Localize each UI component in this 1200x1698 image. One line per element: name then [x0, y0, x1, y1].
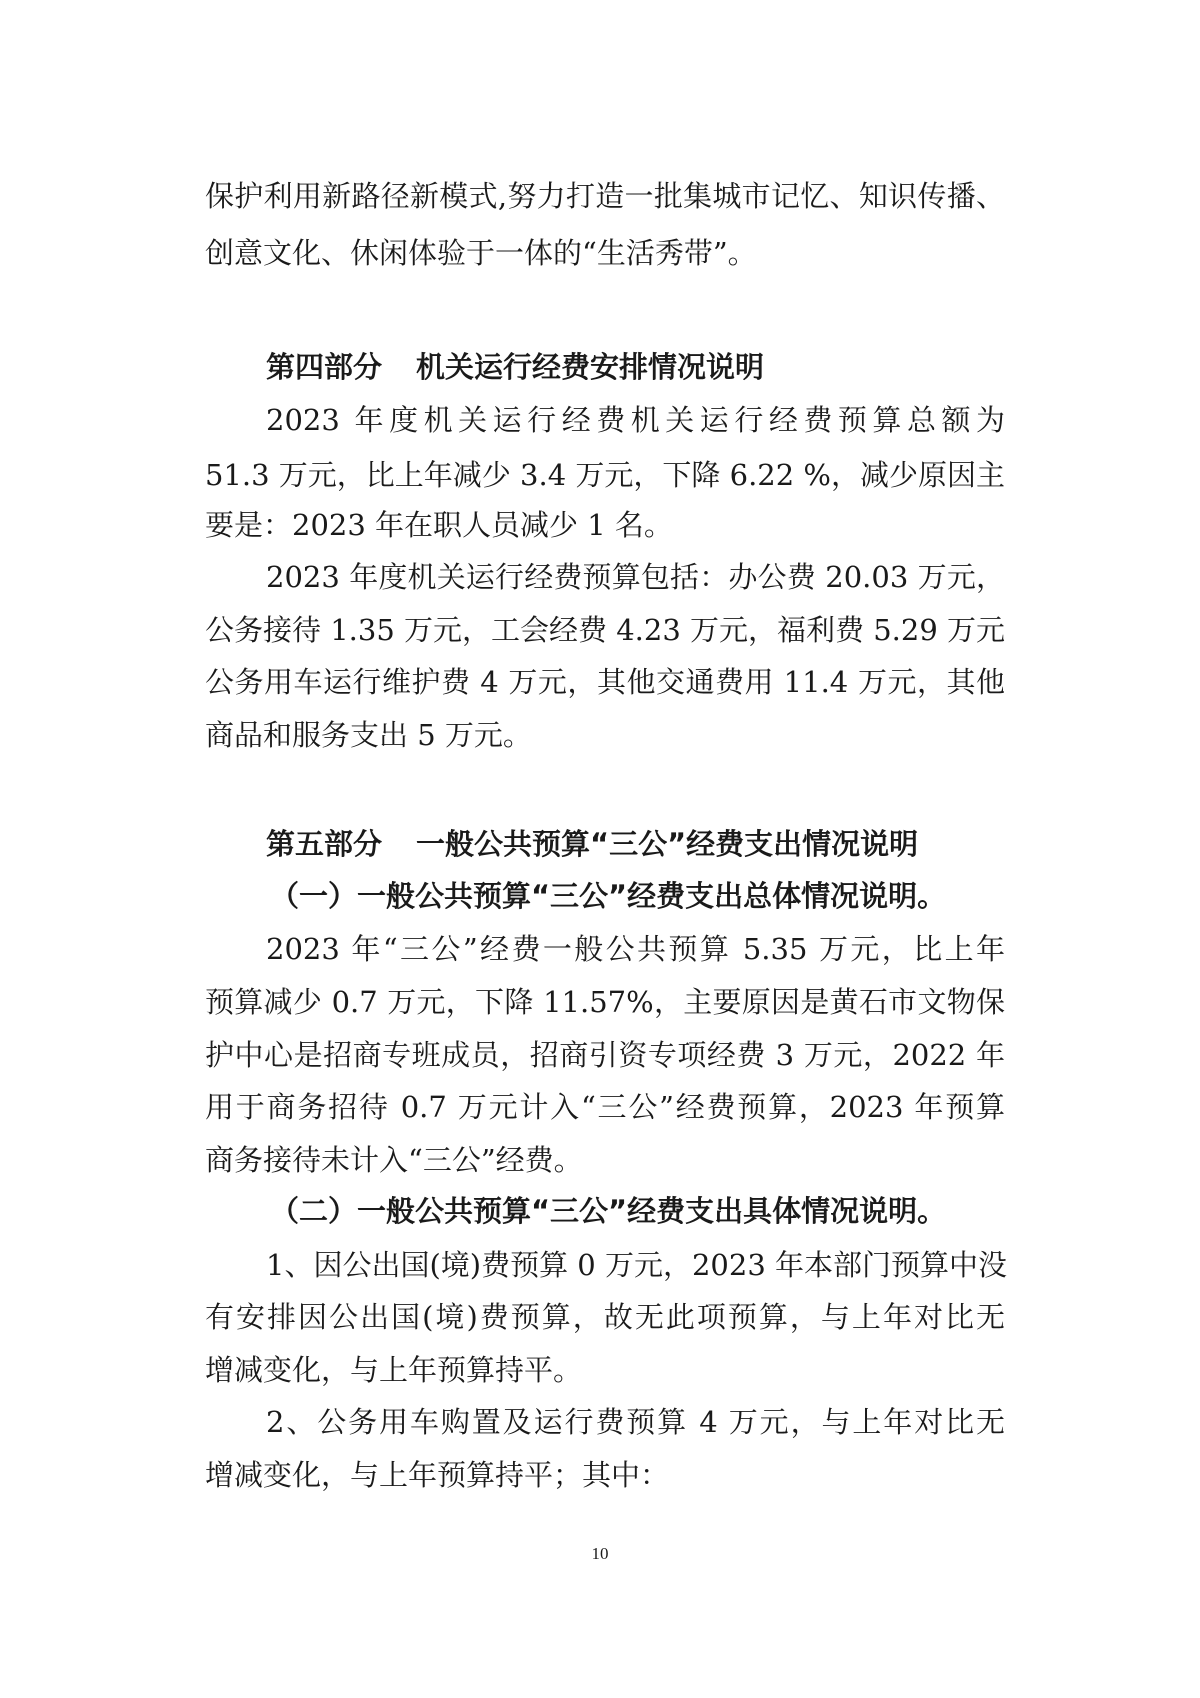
- body-text-line: 要是：2023 年在职人员减少 1 名。: [205, 508, 673, 542]
- body-text-line: 增减变化，与上年预算持平；其中：: [205, 1458, 670, 1492]
- body-text-line: 预算减少 0.7 万元，下降 11.57%，主要原因是黄石市文物保: [205, 985, 1005, 1019]
- section-heading-number: 第四部分: [266, 350, 383, 384]
- subsection-heading: （二）一般公共预算“三公”经费支出具体情况说明。: [270, 1194, 947, 1228]
- body-text-line: 有安排因公出国(境)费预算，故无此项预算，与上年对比无: [205, 1300, 1005, 1334]
- body-text-line: 增减变化，与上年预算持平。: [205, 1353, 583, 1387]
- page-number: 10: [591, 1544, 609, 1563]
- section-heading-title: 机关运行经费安排情况说明: [416, 350, 765, 384]
- body-text-line: 2023 年度机关运行经费机关运行经费预算总额为: [266, 403, 1005, 437]
- body-text-line: 1、因公出国(境)费预算 0 万元，2023 年本部门预算中没: [266, 1248, 1007, 1282]
- body-text-line: 用于商务招待 0.7 万元计入“三公”经费预算，2023 年预算: [205, 1090, 1005, 1124]
- section-heading-part5: [266, 824, 918, 864]
- body-text-line: 护中心是招商专班成员，招商引资专项经费 3 万元，2022 年: [205, 1038, 1005, 1072]
- subsection-heading: （一）一般公共预算“三公”经费支出总体情况说明。: [270, 879, 947, 913]
- body-text-line: 商品和服务支出 5 万元。: [205, 718, 532, 752]
- body-text-line: 保护利用新路径新模式,努力打造一批集城市记忆、知识传播、: [205, 179, 1005, 213]
- body-text-line: 商务接待未计入“三公”经费。: [205, 1143, 583, 1177]
- body-text-line: 公务接待 1.35 万元，工会经费 4.23 万元，福利费 5.29 万元: [205, 613, 1006, 647]
- section-heading-part4: [266, 347, 764, 387]
- section-heading-title: 一般公共预算“三公”经费支出情况说明: [416, 827, 919, 861]
- section-heading-number: 第五部分: [266, 827, 383, 861]
- body-text-line: 公务用车运行维护费 4 万元，其他交通费用 11.4 万元，其他: [205, 665, 1005, 699]
- body-text-line: 2023 年度机关运行经费预算包括：办公费 20.03 万元，: [266, 560, 1005, 594]
- body-text-line: 2023 年“三公”经费一般公共预算 5.35 万元，比上年: [266, 932, 1005, 966]
- body-text-line: 创意文化、休闲体验于一体的“生活秀带”。: [205, 236, 757, 270]
- body-text-line: 2、公务用车购置及运行费预算 4 万元，与上年对比无: [266, 1405, 1005, 1439]
- body-text-line: 51.3 万元，比上年减少 3.4 万元，下降 6.22 %，减少原因主: [205, 458, 1005, 492]
